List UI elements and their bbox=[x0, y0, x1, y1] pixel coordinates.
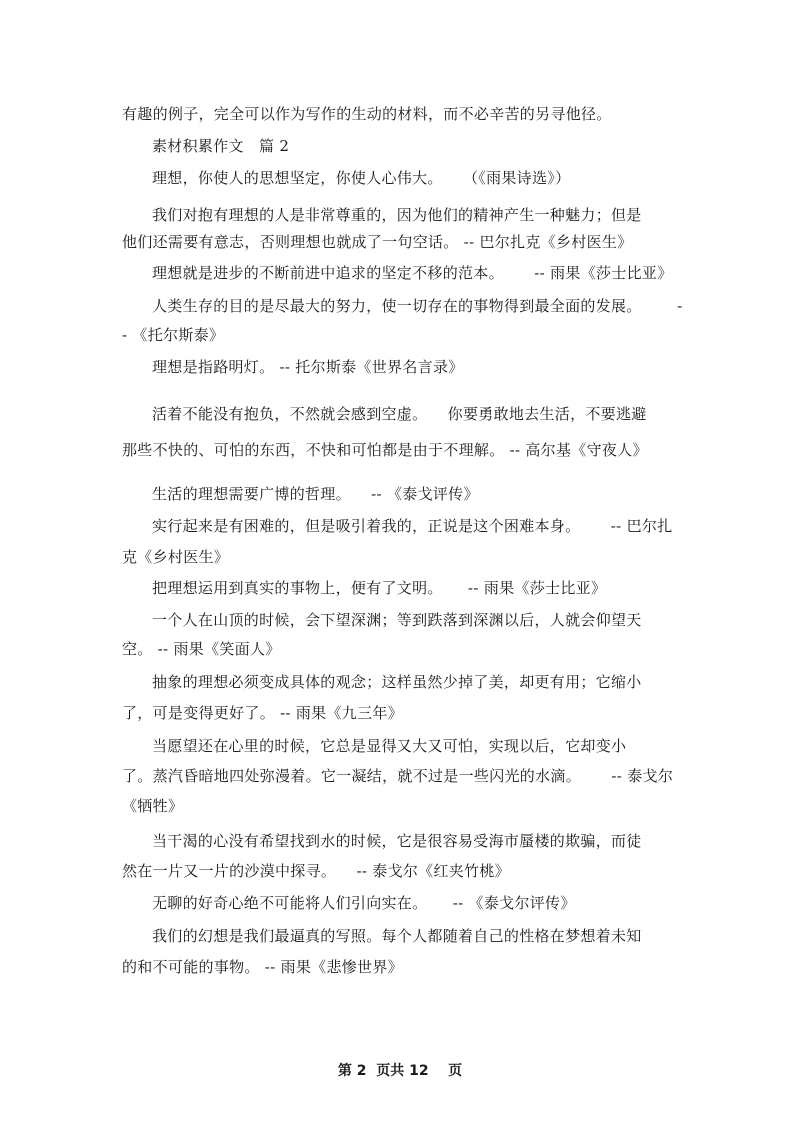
page-footer bbox=[0, 1062, 800, 1080]
text-line: 克《乡村医生》 bbox=[122, 548, 230, 566]
text-line: 当干渴的心没有希望找到水的时候，它是很容易受海市蜃楼的欺骗，而徒 bbox=[152, 832, 642, 850]
text-line: 他们还需要有意志，否则理想也就成了一句空话。 -- 巴尔扎克《乡村医生》 bbox=[122, 233, 633, 251]
text-line: 理想，你使人的思想坚定，你使人心伟大。 （《雨果诗选》） bbox=[152, 169, 571, 187]
text-line: 然在一片又一片的沙漠中探寻。 -- 泰戈尔《红夹竹桃》 bbox=[122, 862, 510, 880]
text-line: 把理想运用到真实的事物上，便有了文明。 -- 雨果《莎士比亚》 bbox=[152, 579, 607, 597]
text-line: 无聊的好奇心绝不可能将人们引向实在。 -- 《泰戈尔评传》 bbox=[152, 894, 576, 912]
text-line: 我们对抱有理想的人是非常尊重的，因为他们的精神产生一种魅力；但是 bbox=[152, 206, 642, 224]
text-line: 《牺牲》 bbox=[122, 797, 184, 815]
text-line: 生活的理想需要广博的哲理。 -- 《泰戈评传》 bbox=[152, 485, 479, 503]
text-line: 抽象的理想必须变成具体的观念；这样虽然少掉了美，却更有用；它缩小 bbox=[152, 673, 642, 691]
text-line: 一个人在山顶的时候，会下望深渊；等到跌落到深渊以后，人就会仰望天 bbox=[152, 611, 642, 629]
text-line: - 《托尔斯泰》 bbox=[122, 326, 225, 344]
section-heading: 素材积累作文 篇 2 bbox=[152, 137, 290, 155]
text-line: 实行起来是有困难的，但是吸引着我的，正说是这个困难本身。 -- 巴尔扎 bbox=[152, 517, 673, 535]
text-line: 了，可是变得更好了。 -- 雨果《九三年》 bbox=[122, 704, 403, 722]
text-line: 理想就是进步的不断前进中追求的坚定不移的范本。 -- 雨果《莎士比亚》 bbox=[152, 264, 673, 282]
text-line: 空。 -- 雨果《笑面人》 bbox=[122, 640, 281, 658]
text-line: 有趣的例子，完全可以作为写作的生动的材料，而不必辛苦的另寻他径。 bbox=[122, 105, 612, 123]
text-line: 活着不能没有抱负，不然就会感到空虚。 你要勇敢地去生活，不要逃避 bbox=[152, 405, 647, 423]
text-line: 那些不快的、可怕的东西，不快和可怕都是由于不理解。 -- 高尔基《守夜人》 bbox=[122, 441, 648, 459]
text-line: 人类生存的目的是尽最大的努力，使一切存在的事物得到最全面的发展。 - bbox=[152, 297, 683, 315]
page-number: 第 2 页共 12 页 bbox=[337, 1063, 463, 1079]
text-line: 我们的幻想是我们最逼真的写照。每个人都随着自己的性格在梦想着未知 bbox=[152, 927, 642, 945]
text-line: 当愿望还在心里的时候，它总是显得又大又可怕，实现以后，它却变小 bbox=[152, 737, 627, 755]
text-line: 理想是指路明灯。 -- 托尔斯泰《世界名言录》 bbox=[152, 358, 464, 376]
text-line: 了。蒸汽昏暗地四处弥漫着。它一凝结，就不过是一些闪光的水滴。 -- 泰戈尔 bbox=[122, 767, 674, 785]
text-line: 的和不可能的事物。 -- 雨果《悲惨世界》 bbox=[122, 958, 403, 976]
